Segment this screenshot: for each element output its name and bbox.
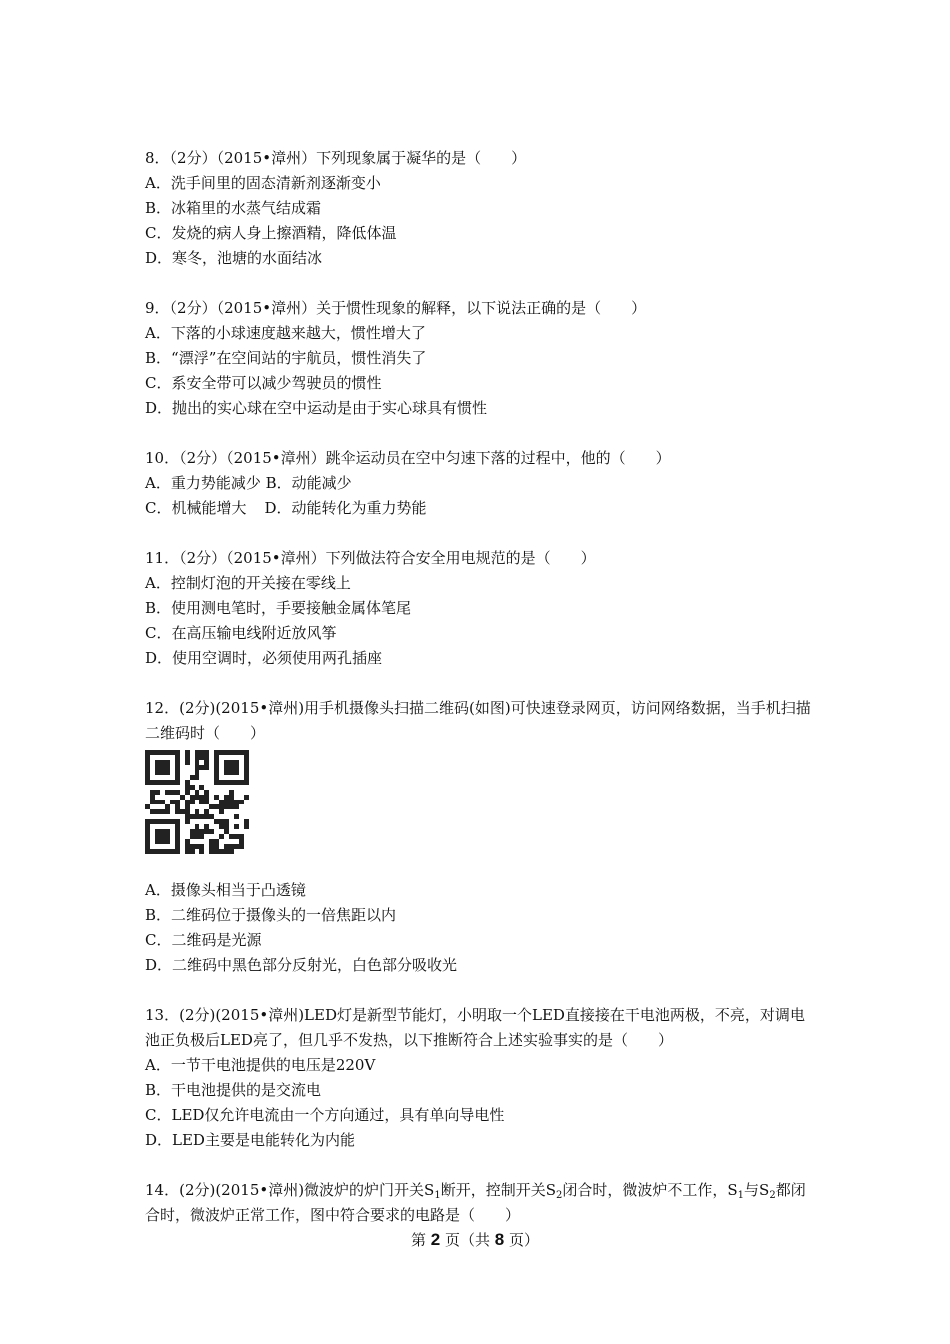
question-13	[145, 1003, 815, 1153]
option-a: A．洗手间里的固态清新剂逐渐变小	[145, 174, 381, 192]
question-8	[145, 146, 815, 271]
option-c: C．机械能增大	[145, 499, 247, 517]
option-a: A．下落的小球速度越来越大，惯性增大了	[145, 324, 426, 342]
qr-module	[244, 849, 249, 854]
option-b: B．干电池提供的是交流电	[145, 1081, 322, 1099]
question-12	[145, 696, 815, 978]
option-c: C．系安全带可以减少驾驶员的惯性	[145, 374, 382, 392]
option-b: B．二维码位于摄像头的一倍焦距以内	[145, 906, 397, 924]
option-a: A．摄像头相当于凸透镜	[145, 881, 306, 899]
option-a-b: A．重力势能减少 B．动能减少	[145, 474, 352, 492]
option-d: D．寒冬，池塘的水面结冰	[145, 249, 323, 267]
option-d: D．动能转化为重力势能	[264, 499, 427, 517]
question-stem: 12．(2分)(2015•漳州)用手机摄像头扫描二维码(如图)可快速登录网页，访问网络数据，当手机扫描二维码时（ ）	[145, 699, 811, 742]
option-a: A．一节干电池提供的电压是220V	[145, 1056, 376, 1074]
option-d: D．二维码中黑色部分反射光，白色部分吸收光	[145, 956, 458, 974]
option-c: C．二维码是光源	[145, 931, 262, 949]
option-b: B．使用测电笔时，手要接触金属体笔尾	[145, 599, 412, 617]
question-11	[145, 546, 815, 671]
question-list	[145, 146, 815, 1253]
option-c: C．在高压输电线附近放风筝	[145, 624, 337, 642]
option-c-d	[145, 496, 815, 521]
page-total: 8	[494, 1230, 505, 1249]
option-b: B．冰箱里的水蒸气结成霜	[145, 199, 322, 217]
option-d: D．使用空调时，必须使用两孔插座	[145, 649, 383, 667]
option-c: C．发烧的病人身上擦酒精，降低体温	[145, 224, 397, 242]
page-number: 2	[430, 1230, 441, 1249]
question-14	[145, 1178, 815, 1228]
question-stem: 9．（2分）（2015•漳州）关于惯性现象的解释，以下说法正确的是（ ）	[145, 299, 647, 317]
question-stem: 10．（2分）（2015•漳州）跳伞运动员在空中匀速下落的过程中，他的（ ）	[145, 449, 671, 467]
question-stem: 13．(2分)(2015•漳州)LED灯是新型节能灯，小明取一个LED直接接在干电池两极，不亮，对调电池正负极后LED亮了，但几乎不发热，以下推断符合上述实验事实的是（ ）	[145, 1006, 805, 1049]
option-a: A．控制灯泡的开关接在零线上	[145, 574, 351, 592]
question-9	[145, 296, 815, 421]
question-stem: 11．（2分）（2015•漳州）下列做法符合安全用电规范的是（ ）	[145, 549, 596, 567]
page-footer: 第 2 页（共 8 页）	[410, 1230, 540, 1249]
option-d: D．LED主要是电能转化为内能	[145, 1131, 355, 1149]
option-c: C．LED仅允许电流由一个方向通过，具有单向导电性	[145, 1106, 505, 1124]
option-d: D．抛出的实心球在空中运动是由于实心球具有惯性	[145, 399, 488, 417]
question-stem: 8．（2分）（2015•漳州）下列现象属于凝华的是（ ）	[145, 149, 527, 167]
qr-code-image	[145, 750, 249, 854]
option-b: B．“漂浮”在空间站的宇航员，惯性消失了	[145, 349, 427, 367]
question-10	[145, 446, 815, 521]
question-stem: 14．(2分)(2015•漳州)微波炉的炉门开关$S_1$断开，控制开关$S_2$闭合时，微波炉不工作，$S_1$与$S_2$都闭合时，微波炉正常工作，图中符合要求的电路是（ ）	[145, 1181, 806, 1224]
